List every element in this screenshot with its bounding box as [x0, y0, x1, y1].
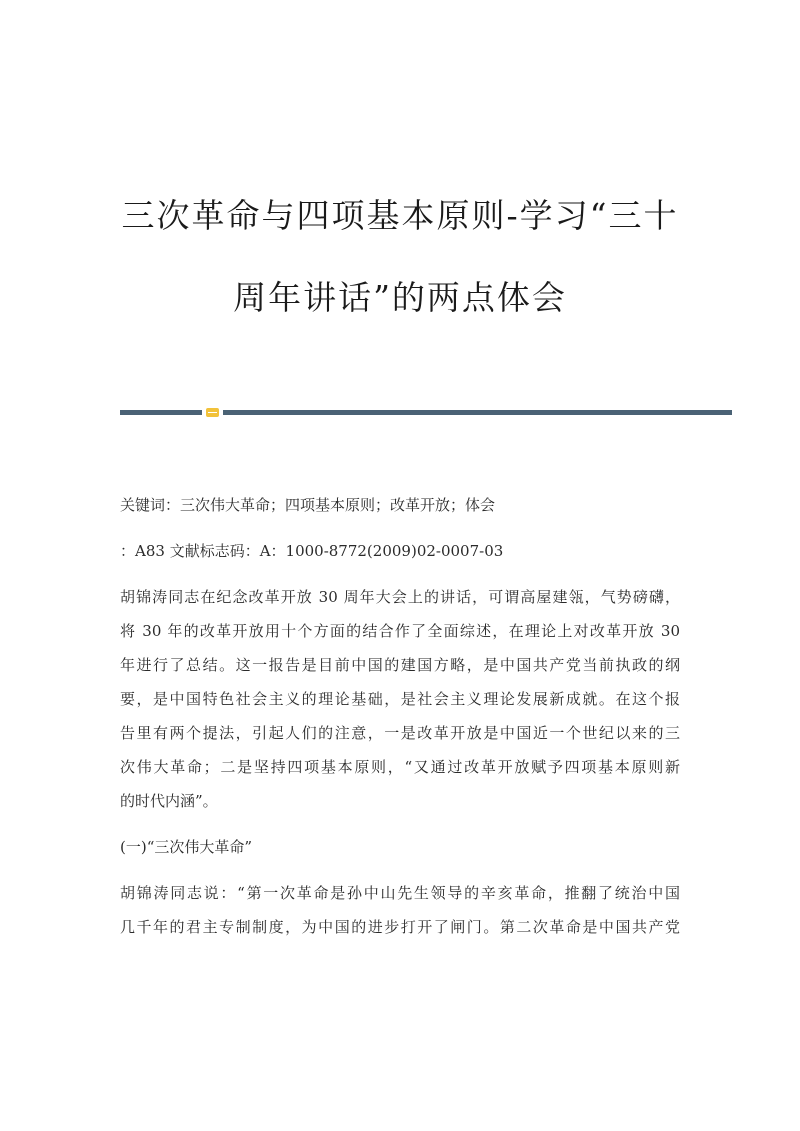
paragraph-line: 胡锦涛同志说：“第一次革命是孙中山先生领导的辛亥革命，推翻了统治中国 [120, 884, 680, 902]
section-heading: (一)“三次伟大革命” [120, 838, 253, 856]
document-body [120, 488, 680, 956]
divider-left-segment [120, 410, 202, 415]
keywords-line: 关键词：三次伟大革命；四项基本原则；改革开放；体会 [120, 496, 496, 514]
paragraph-2 [120, 876, 680, 944]
paragraph-line: 次伟大革命；二是坚持四项基本原则，“又通过改革开放赋予四项基本原则新 [120, 758, 680, 776]
paragraph-line: 将 30 年的改革开放用十个方面的结合作了全面综述，在理论上对改革开放 30 [120, 622, 680, 640]
paragraph-line: 告里有两个提法，引起人们的注意，一是改革开放是中国近一个世纪以来的三 [120, 724, 680, 742]
paragraph-line: 要，是中国特色社会主义的理论基础，是社会主义理论发展新成就。在这个报 [120, 690, 680, 708]
divider-right-segment [223, 410, 732, 415]
paragraph-line: 的时代内涵”。 [120, 792, 218, 810]
title-divider [120, 408, 732, 416]
paragraph-line: 几千年的君主专制制度，为中国的进步打开了闸门。第二次革命是中国共产党 [120, 918, 680, 936]
classification-line: ：A83 文献标志码：A：1000-8772(2009)02-0007-03 [120, 542, 504, 560]
paragraph-line: 胡锦涛同志在纪念改革开放 30 周年大会上的讲话，可谓高屋建瓴，气势磅礴， [120, 588, 680, 606]
document-title-line-2: 周年讲话”的两点体会 [233, 278, 567, 317]
paragraph-1 [120, 580, 680, 818]
document-title-line-1: 三次革命与四项基本原则-学习“三十 [121, 196, 679, 235]
divider-emblem-icon [206, 408, 219, 417]
paragraph-line: 年进行了总结。这一报告是目前中国的建国方略，是中国共产党当前执政的纲 [120, 656, 680, 674]
